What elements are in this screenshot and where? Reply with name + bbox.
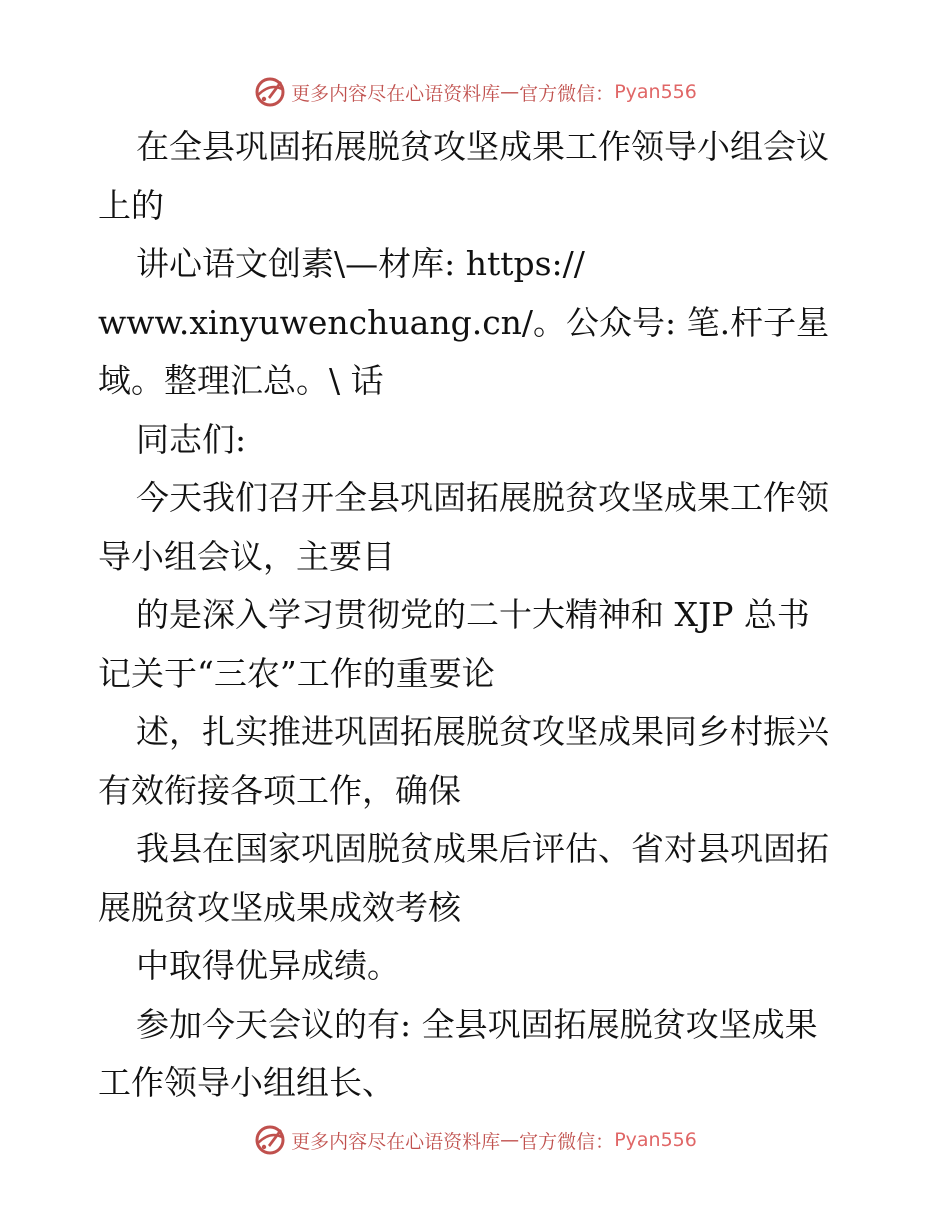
text-line: 同志们: (136, 419, 247, 459)
text-line: 参加今天会议的有: 全县巩固拓展脱贫攻坚成果 (136, 1004, 818, 1044)
text-line: 述，扎实推进巩固拓展脱贫攻坚成果同乡村振兴 (136, 712, 829, 751)
watermark-brand: 更多内容尽在心语资料库 (291, 82, 501, 105)
text-line: 讲心语文创素\—材库: https:// (136, 244, 585, 283)
text-line: 中取得优异成绩。 (136, 946, 400, 985)
watermark-separator: — (500, 81, 520, 103)
text-line: 在全县巩固拓展脱贫攻坚成果工作领导小组会议 (136, 127, 829, 166)
document-body (98, 118, 858, 1113)
pen-seal-icon (253, 1123, 287, 1157)
watermark-wechat-id: Pyan556 (614, 1129, 697, 1151)
pen-seal-icon (253, 75, 287, 109)
text-line: 展脱贫攻坚成果成效考核 (98, 887, 461, 927)
watermark-separator: — (500, 1129, 520, 1151)
text-line: 域。整理汇总。\ 话 (98, 361, 384, 400)
text-line: www.xinyuwenchuang.cn/。公众号: 笔.杆子星 (98, 302, 830, 342)
text-line: 记关于“三农”工作的重要论 (98, 653, 495, 693)
text-line: 我县在国家巩固脱贫成果后评估、省对县巩固拓 (136, 829, 829, 868)
text-line: 的是深入学习贯彻党的二十大精神和 XJP 总书 (136, 595, 810, 634)
footer-watermark (0, 1120, 950, 1160)
watermark-wechat-id: Pyan556 (614, 81, 697, 103)
header-watermark (0, 72, 950, 112)
text-line: 上的 (98, 185, 164, 225)
text-line: 有效衔接各项工作，确保 (98, 770, 461, 810)
text-line: 工作领导小组组长、 (98, 1063, 395, 1102)
watermark-wechat-label: 官方微信： (519, 82, 615, 105)
watermark-brand: 更多内容尽在心语资料库 (291, 1130, 501, 1153)
watermark-wechat-label: 官方微信： (519, 1130, 615, 1153)
text-line: 导小组会议，主要目 (98, 536, 395, 576)
text-line: 今天我们召开全县巩固拓展脱贫攻坚成果工作领 (136, 478, 829, 517)
